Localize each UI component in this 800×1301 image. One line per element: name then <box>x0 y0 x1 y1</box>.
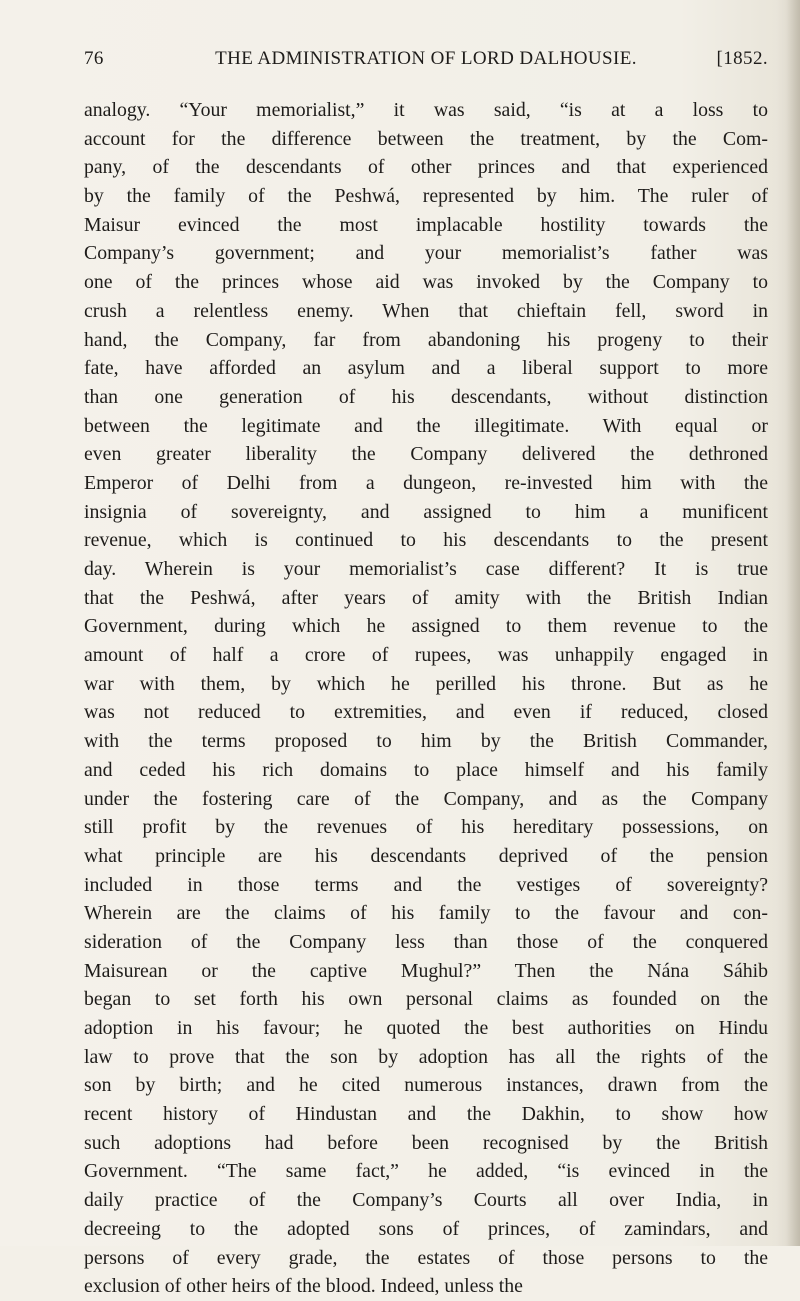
text-line: Company’s government; and your memorialist’s father was <box>84 242 768 265</box>
text-line: persons of every grade, the estates of those persons to the <box>84 1246 768 1269</box>
text-line: and ceded his rich domains to place himself and his family <box>84 758 768 781</box>
text-line: such adoptions had before been recognised by the British <box>84 1131 768 1154</box>
text-line: Maisurean or the captive Mughul?” Then the Nána Sáhib <box>84 959 768 982</box>
header-year: [1852. <box>716 48 768 69</box>
text-line: day. Wherein is your memorialist’s case different? It is true <box>84 558 768 580</box>
running-header <box>84 48 768 78</box>
text-line: under the fostering care of the Company, and as the Company <box>84 787 768 810</box>
text-line: daily practice of the Company’s Courts all over India, in <box>84 1189 768 1212</box>
text-line: between the legitimate and the illegitimate. With equal or <box>84 414 768 437</box>
text-line: insignia of sovereignty, and assigned to him a munificent <box>84 500 768 523</box>
text-line: Government. “The same fact,” he added, “is evinced in the <box>84 1160 768 1183</box>
text-line: recent history of Hindustan and the Dakhin, to show how <box>84 1103 768 1126</box>
text-line: adoption in his favour; he quoted the best authorities on Hindu <box>84 1017 768 1039</box>
text-line: with the terms proposed to him by the British Commander, <box>84 730 768 753</box>
text-line: began to set forth his own personal claims as founded on the <box>84 988 768 1011</box>
text-line: pany, of the descendants of other princes and that experienced <box>84 156 768 179</box>
text-line: what principle are his descendants deprived of the pension <box>84 844 768 867</box>
text-line: one of the princes whose aid was invoked by the Company to <box>84 271 768 294</box>
page-number: 76 <box>84 48 104 69</box>
text-line: account for the difference between the treatment, by the Com- <box>84 127 768 150</box>
text-line: that the Peshwá, after years of amity with the British Indian <box>84 586 768 609</box>
running-title: THE ADMINISTRATION OF LORD DALHOUSIE. <box>215 48 637 69</box>
text-line: son by birth; and he cited numerous instances, drawn from the <box>84 1074 768 1097</box>
text-line: included in those terms and the vestiges of sovereignty? <box>84 873 768 896</box>
text-line: exclusion of other heirs of the blood. Indeed, unless the <box>84 1275 523 1298</box>
page-edge-shadow <box>786 0 800 1246</box>
text-line: sideration of the Company less than those of the conquered <box>84 930 768 953</box>
text-line: Emperor of Delhi from a dungeon, re-invested him with the <box>84 471 768 494</box>
text-line: Government, during which he assigned to them revenue to the <box>84 615 768 638</box>
text-line: decreeing to the adopted sons of princes, of zamindars, and <box>84 1217 768 1240</box>
text-line: revenue, which is continued to his descendants to the present <box>84 529 768 552</box>
text-line: war with them, by which he perilled his throne. But as he <box>84 672 768 695</box>
text-line: fate, have afforded an asylum and a liberal support to more <box>84 357 768 380</box>
text-line: was not reduced to extremities, and even if reduced, closed <box>84 701 768 724</box>
text-line: Wherein are the claims of his family to the favour and con- <box>84 902 768 925</box>
text-line: crush a relentless enemy. When that chieftain fell, sword in <box>84 299 768 322</box>
text-line: still profit by the revenues of his hereditary possessions, on <box>84 816 768 839</box>
text-line: law to prove that the son by adoption has all the rights of the <box>84 1045 768 1068</box>
text-line: hand, the Company, far from abandoning his progeny to their <box>84 328 768 351</box>
text-line: than one generation of his descendants, without distinction <box>84 385 768 408</box>
body-text <box>84 96 768 1301</box>
text-line: analogy. “Your memorialist,” it was said, “is at a loss to <box>84 99 768 121</box>
text-line: even greater liberality the Company delivered the dethroned <box>84 443 768 466</box>
text-line: Maisur evinced the most implacable hostility towards the <box>84 213 768 236</box>
text-line: amount of half a crore of rupees, was unhappily engaged in <box>84 644 768 667</box>
text-line: by the family of the Peshwá, represented by him. The ruler of <box>84 185 768 208</box>
